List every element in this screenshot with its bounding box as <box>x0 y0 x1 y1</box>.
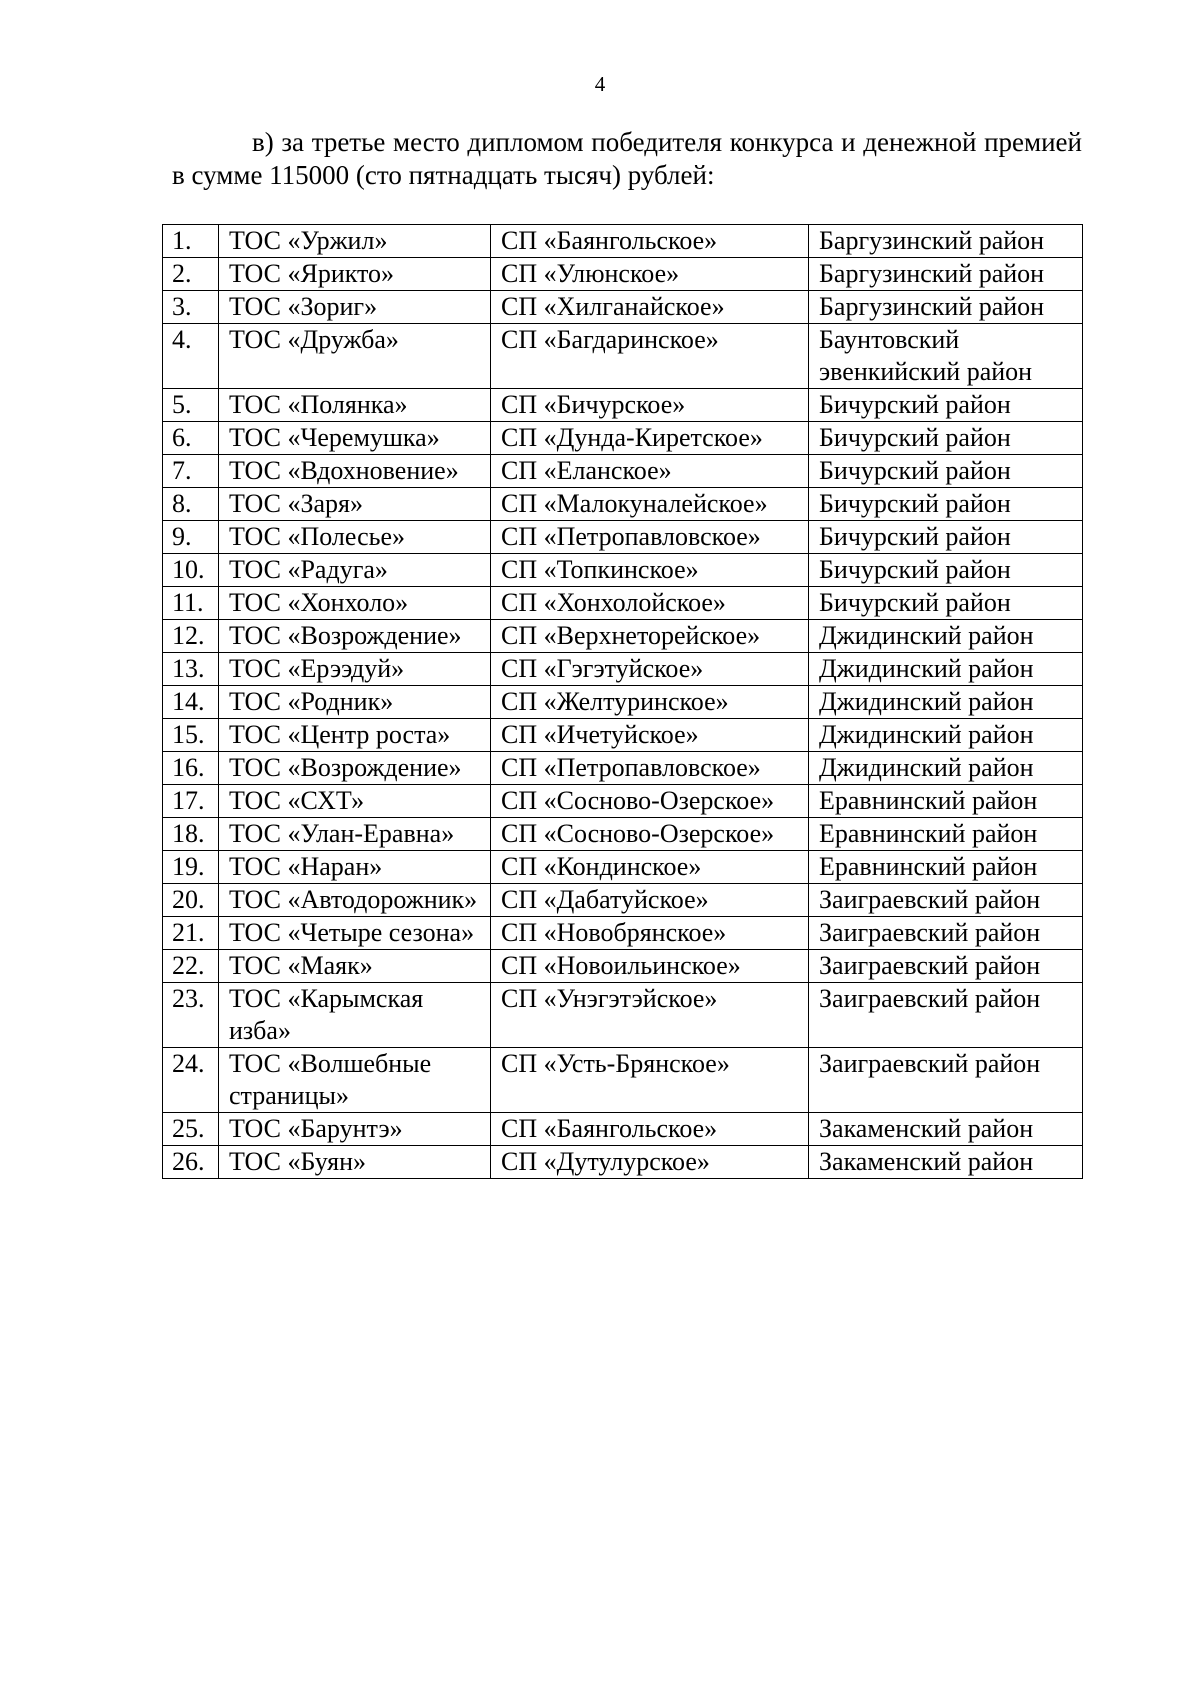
row-number-cell: 24. <box>163 1048 219 1113</box>
district-cell: Еравнинский район <box>809 851 1083 884</box>
district-cell: Джидинский район <box>809 686 1083 719</box>
row-number-cell: 13. <box>163 653 219 686</box>
settlement-cell: СП «Дунда-Киретское» <box>491 422 809 455</box>
winners-table <box>162 224 1083 1179</box>
table-row <box>163 686 1083 719</box>
settlement-cell: СП «Петропавловское» <box>491 521 809 554</box>
district-cell: Джидинский район <box>809 719 1083 752</box>
table-row <box>163 752 1083 785</box>
district-cell: Еравнинский район <box>809 818 1083 851</box>
table-row <box>163 587 1083 620</box>
tos-name-cell: ТОС «Возрождение» <box>219 620 491 653</box>
row-number-cell: 1. <box>163 225 219 258</box>
tos-name-cell: ТОС «Улан-Еравна» <box>219 818 491 851</box>
district-cell: Закаменский район <box>809 1146 1083 1179</box>
row-number-cell: 26. <box>163 1146 219 1179</box>
table-row <box>163 1146 1083 1179</box>
table-row <box>163 917 1083 950</box>
table-row <box>163 324 1083 389</box>
tos-name-cell: ТОС «Буян» <box>219 1146 491 1179</box>
row-number-cell: 12. <box>163 620 219 653</box>
district-cell: Заиграевский район <box>809 884 1083 917</box>
tos-name-cell: ТОС «Карымская изба» <box>219 983 491 1048</box>
table-row <box>163 225 1083 258</box>
settlement-cell: СП «Ичетуйское» <box>491 719 809 752</box>
settlement-cell: СП «Баянгольское» <box>491 225 809 258</box>
row-number-cell: 15. <box>163 719 219 752</box>
district-cell: Заиграевский район <box>809 1048 1083 1113</box>
row-number-cell: 9. <box>163 521 219 554</box>
table-row <box>163 1113 1083 1146</box>
district-cell: Джидинский район <box>809 653 1083 686</box>
row-number-cell: 10. <box>163 554 219 587</box>
district-cell: Бичурский район <box>809 488 1083 521</box>
settlement-cell: СП «Новобрянское» <box>491 917 809 950</box>
settlement-cell: СП «Сосново-Озерское» <box>491 818 809 851</box>
settlement-cell: СП «Бичурское» <box>491 389 809 422</box>
district-cell: Бичурский район <box>809 521 1083 554</box>
district-cell: Бичурский район <box>809 389 1083 422</box>
settlement-cell: СП «Хилганайское» <box>491 291 809 324</box>
table-row <box>163 785 1083 818</box>
row-number-cell: 5. <box>163 389 219 422</box>
settlement-cell: СП «Дабатуйское» <box>491 884 809 917</box>
settlement-cell: СП «Баянгольское» <box>491 1113 809 1146</box>
tos-name-cell: ТОС «Наран» <box>219 851 491 884</box>
settlement-cell: СП «Еланское» <box>491 455 809 488</box>
table-row <box>163 719 1083 752</box>
row-number-cell: 11. <box>163 587 219 620</box>
district-cell: Баргузинский район <box>809 225 1083 258</box>
tos-name-cell: ТОС «Полянка» <box>219 389 491 422</box>
settlement-cell: СП «Новоильинское» <box>491 950 809 983</box>
row-number-cell: 23. <box>163 983 219 1048</box>
settlement-cell: СП «Усть-Брянское» <box>491 1048 809 1113</box>
tos-name-cell: ТОС «Вдохновение» <box>219 455 491 488</box>
district-cell: Бичурский район <box>809 554 1083 587</box>
row-number-cell: 7. <box>163 455 219 488</box>
row-number-cell: 21. <box>163 917 219 950</box>
district-cell: Баунтовский эвенкийский район <box>809 324 1083 389</box>
settlement-cell: СП «Желтуринское» <box>491 686 809 719</box>
district-cell: Бичурский район <box>809 422 1083 455</box>
row-number-cell: 16. <box>163 752 219 785</box>
settlement-cell: СП «Верхнеторейское» <box>491 620 809 653</box>
row-number-cell: 22. <box>163 950 219 983</box>
settlement-cell: СП «Багдаринское» <box>491 324 809 389</box>
table-row <box>163 851 1083 884</box>
table-row <box>163 389 1083 422</box>
table-row <box>163 291 1083 324</box>
table-row <box>163 554 1083 587</box>
table-row <box>163 653 1083 686</box>
tos-name-cell: ТОС «Уржил» <box>219 225 491 258</box>
table-row <box>163 983 1083 1048</box>
tos-name-cell: ТОС «Возрождение» <box>219 752 491 785</box>
tos-name-cell: ТОС «Ярикто» <box>219 258 491 291</box>
settlement-cell: СП «Гэгэтуйское» <box>491 653 809 686</box>
settlement-cell: СП «Малокуналейское» <box>491 488 809 521</box>
table-row <box>163 884 1083 917</box>
row-number-cell: 3. <box>163 291 219 324</box>
tos-name-cell: ТОС «Зориг» <box>219 291 491 324</box>
tos-name-cell: ТОС «Хонхоло» <box>219 587 491 620</box>
table-row <box>163 422 1083 455</box>
settlement-cell: СП «Кондинское» <box>491 851 809 884</box>
row-number-cell: 2. <box>163 258 219 291</box>
row-number-cell: 6. <box>163 422 219 455</box>
row-number-cell: 25. <box>163 1113 219 1146</box>
tos-name-cell: ТОС «Четыре сезона» <box>219 917 491 950</box>
district-cell: Заиграевский район <box>809 983 1083 1048</box>
settlement-cell: СП «Сосново-Озерское» <box>491 785 809 818</box>
tos-name-cell: ТОС «Черемушка» <box>219 422 491 455</box>
district-cell: Баргузинский район <box>809 258 1083 291</box>
settlement-cell: СП «Хонхолойское» <box>491 587 809 620</box>
intro-paragraph: в) за третье место дипломом победителя конкурса и денежной премией в сумме 115000 (сто пятнадцать тысяч) рублей: <box>172 127 1082 190</box>
tos-name-cell: ТОС «Автодорожник» <box>219 884 491 917</box>
tos-name-cell: ТОС «Волшебные страницы» <box>219 1048 491 1113</box>
tos-name-cell: ТОС «Барунтэ» <box>219 1113 491 1146</box>
district-cell: Бичурский район <box>809 587 1083 620</box>
row-number-cell: 20. <box>163 884 219 917</box>
row-number-cell: 4. <box>163 324 219 389</box>
row-number-cell: 17. <box>163 785 219 818</box>
table-row <box>163 455 1083 488</box>
district-cell: Баргузинский район <box>809 291 1083 324</box>
tos-name-cell: ТОС «Полесье» <box>219 521 491 554</box>
district-cell: Джидинский район <box>809 752 1083 785</box>
district-cell: Заиграевский район <box>809 950 1083 983</box>
tos-name-cell: ТОС «Родник» <box>219 686 491 719</box>
table-row <box>163 950 1083 983</box>
table-row <box>163 521 1083 554</box>
table-row <box>163 620 1083 653</box>
district-cell: Закаменский район <box>809 1113 1083 1146</box>
tos-name-cell: ТОС «Маяк» <box>219 950 491 983</box>
settlement-cell: СП «Петропавловское» <box>491 752 809 785</box>
settlement-cell: СП «Топкинское» <box>491 554 809 587</box>
district-cell: Еравнинский район <box>809 785 1083 818</box>
table-row <box>163 488 1083 521</box>
table-row <box>163 1048 1083 1113</box>
settlement-cell: СП «Унэгэтэйское» <box>491 983 809 1048</box>
district-cell: Заиграевский район <box>809 917 1083 950</box>
row-number-cell: 14. <box>163 686 219 719</box>
tos-name-cell: ТОС «Радуга» <box>219 554 491 587</box>
tos-name-cell: ТОС «Заря» <box>219 488 491 521</box>
tos-name-cell: ТОС «СХТ» <box>219 785 491 818</box>
tos-name-cell: ТОС «Центр роста» <box>219 719 491 752</box>
district-cell: Джидинский район <box>809 620 1083 653</box>
settlement-cell: СП «Улюнское» <box>491 258 809 291</box>
table-row <box>163 258 1083 291</box>
table-row <box>163 818 1083 851</box>
district-cell: Бичурский район <box>809 455 1083 488</box>
tos-name-cell: ТОС «Дружба» <box>219 324 491 389</box>
row-number-cell: 19. <box>163 851 219 884</box>
row-number-cell: 8. <box>163 488 219 521</box>
page-number: 4 <box>594 72 606 96</box>
tos-name-cell: ТОС «Ерээдуй» <box>219 653 491 686</box>
row-number-cell: 18. <box>163 818 219 851</box>
settlement-cell: СП «Дутулурское» <box>491 1146 809 1179</box>
winners-table-body <box>163 225 1083 1179</box>
